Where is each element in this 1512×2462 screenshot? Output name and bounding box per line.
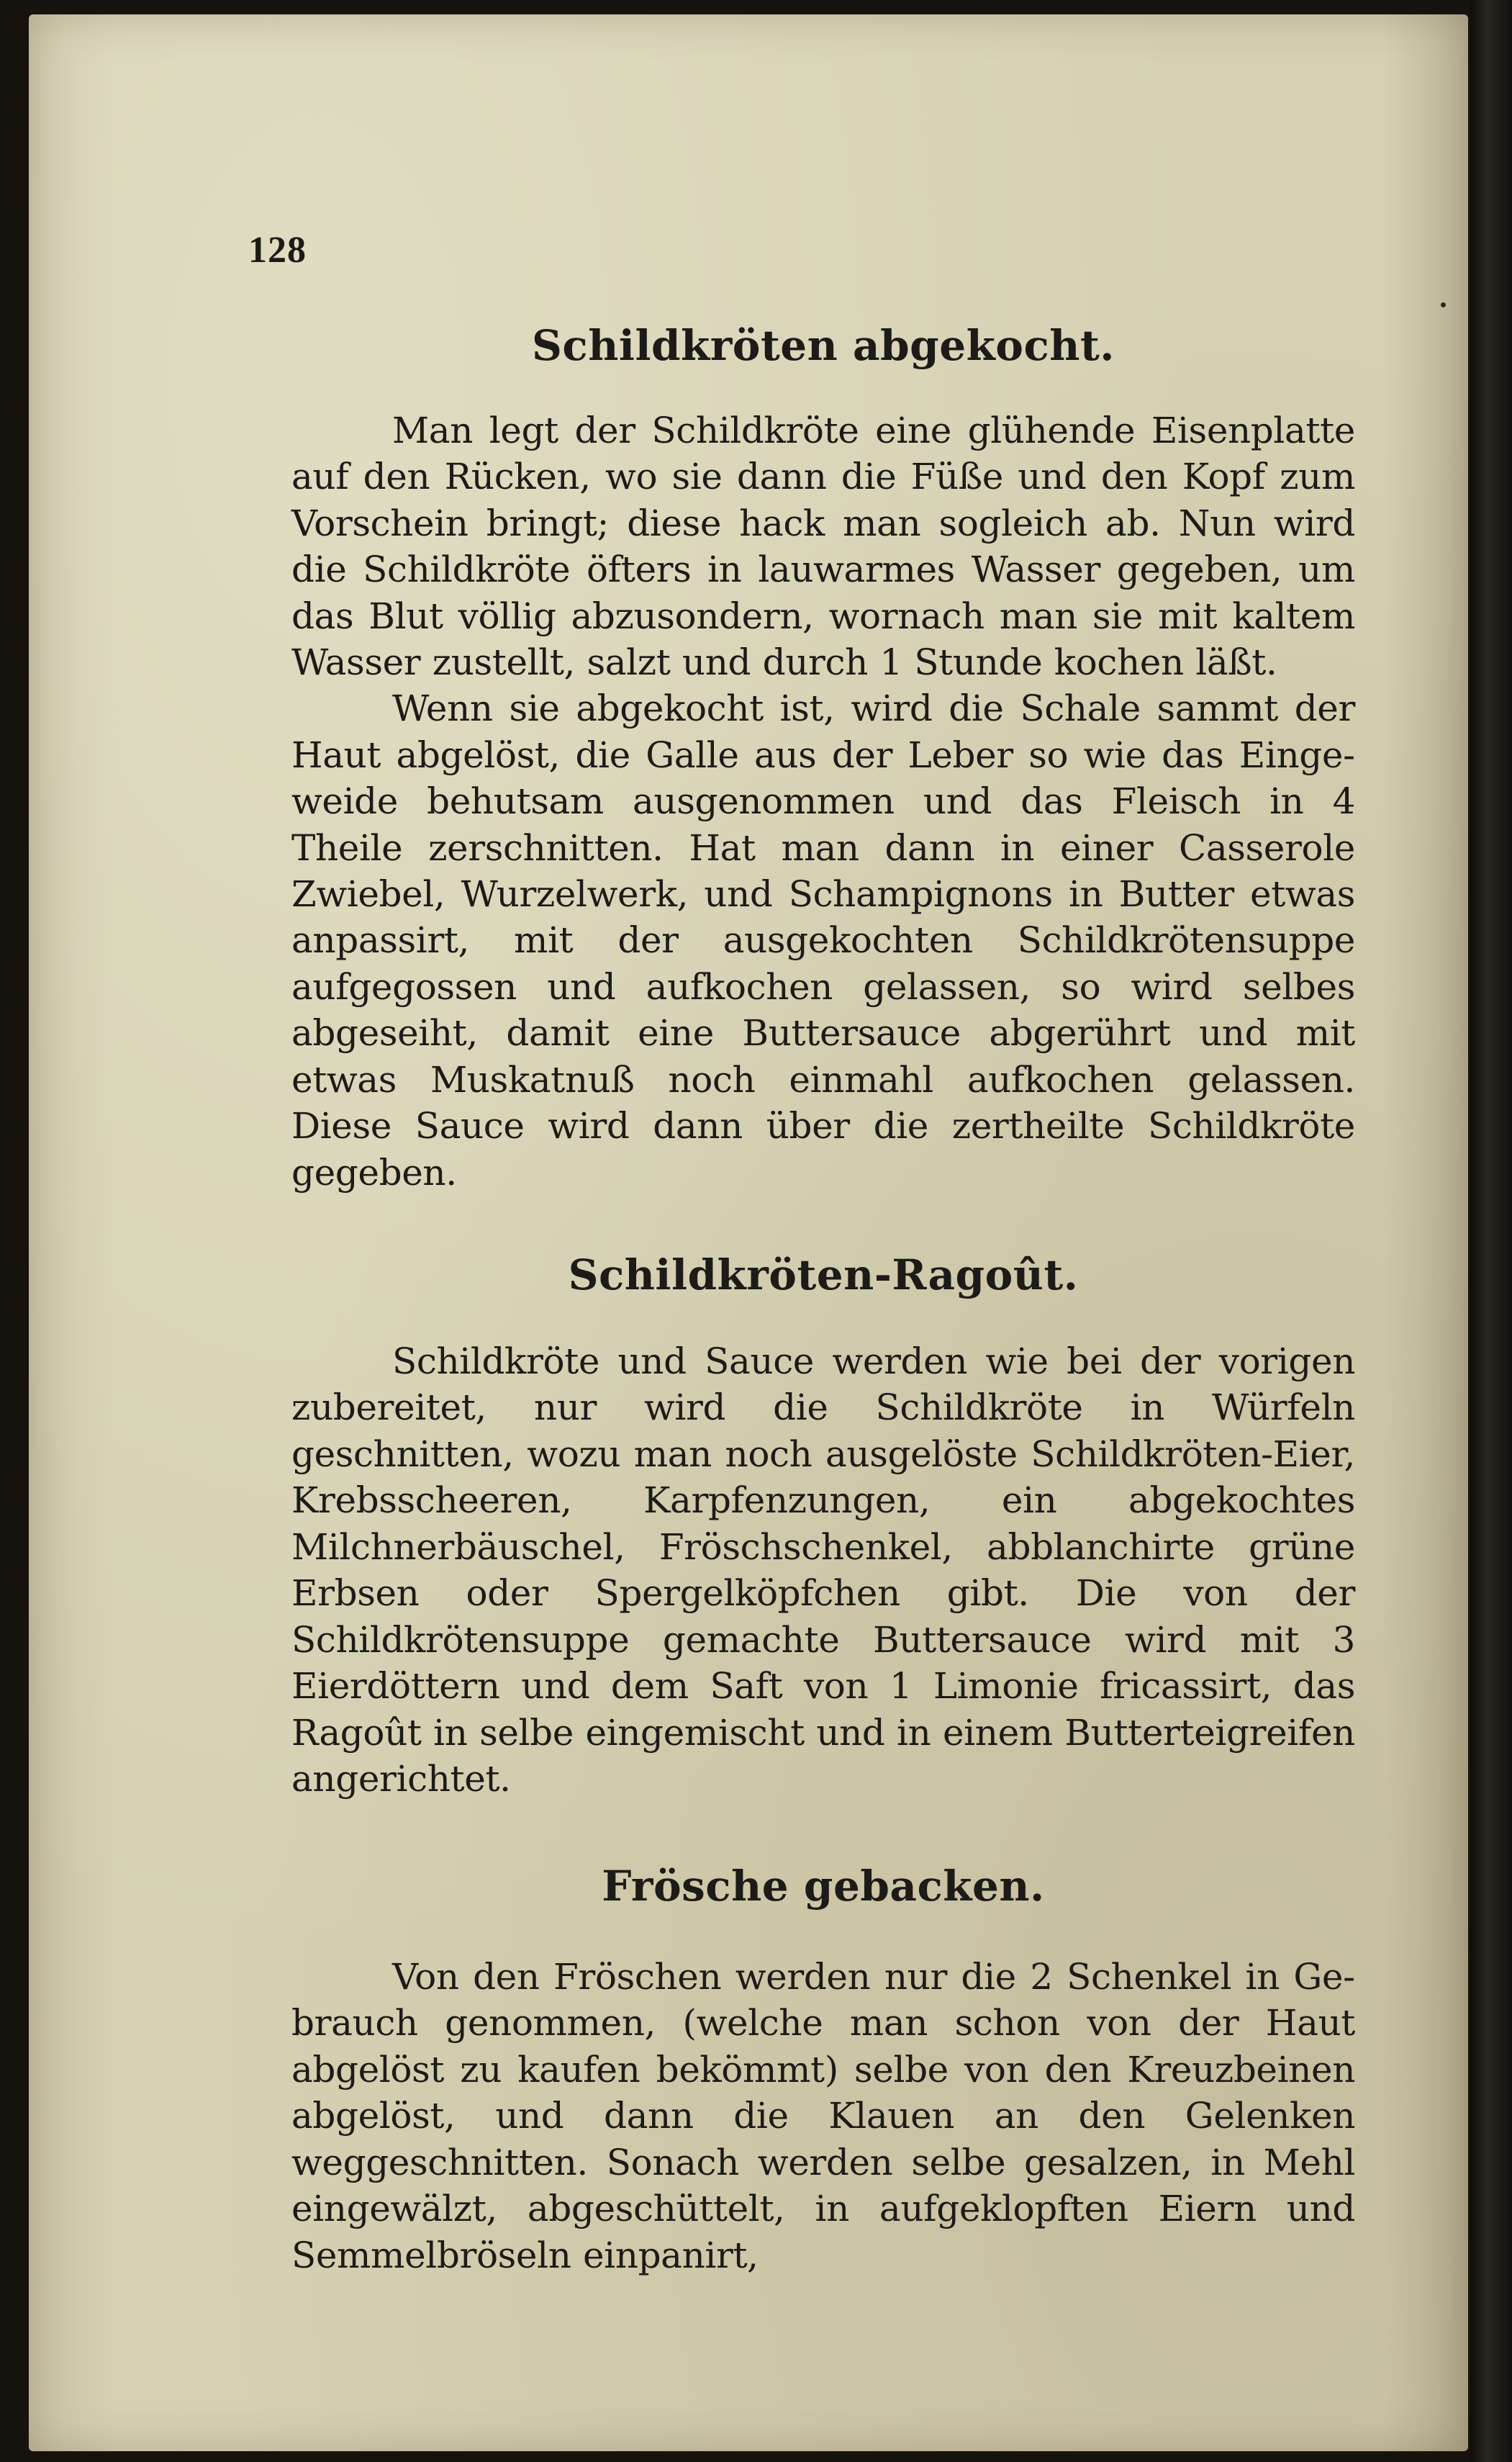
- binding-edge: [1470, 0, 1512, 2462]
- section-heading: Schildkröten-Ragoût.: [568, 1250, 1079, 1299]
- paragraph: Wenn sie abgekocht ist, wird die Schale sammt der Haut abgelöst, die Galle aus der Leber so wie das Eingeweide behutsam ausgenommen und das Fleisch in 4 Theile zerschnitten. Hat man dann in einer Casserole Zwiebel, Wurzelwerk, und Schampignons in Butter etwas anpassirt, mit der ausgekochten Schildkrötensuppe aufgegossen und aufkochen gelassen, so wird selbes abgeseiht, damit eine Buttersauce abgerührt und mit etwas Muskatnuß noch einmahl aufkochen gelassen. Diese Sauce wird dann über die zertheilte Schildkröte gegeben.: [291, 687, 1355, 1194]
- paragraph: Man legt der Schildkröte eine glühende Eisenplatte auf den Rücken, wo sie dann die Füße und den Kopf zum Vorschein bringt; diese hack man sogleich ab. Nun wird die Schildkröte öfters in lauwarmes Wasser gegeben, um das Blut völlig abzusondern, wornach man sie mit kaltem Wasser zustellt, salzt und durch 1 Stunde kochen läßt.: [291, 410, 1355, 684]
- paragraph: Schildkröte und Sauce werden wie bei der vorigen zubereitet, nur wird die Schildkröte in Würfeln geschnitten, wozu man noch ausgelöste Schildkröten-Eier, Krebsscheeren, Karpfenzungen, ein abgekochtes Milchnerbäuschel, Fröschschenkel, abblanchirte grüne Erbsen oder Spergelköpfchen gibt. Die von der Schildkrötensuppe gemachte Buttersauce wird mit 3 Eierdöttern und dem Saft von 1 Limonie fricassirt, das Ragoût in selbe eingemischt und in einem Butterteigreifen angerichtet.: [291, 1340, 1355, 1800]
- page-content: [291, 317, 1355, 2278]
- section-heading: Frösche gebacken.: [602, 1861, 1045, 1911]
- recipe-section: [291, 317, 1355, 1196]
- section-heading: Schildkröten abgekocht.: [532, 321, 1115, 370]
- ink-speck: [1441, 302, 1446, 307]
- page-number: 128: [248, 230, 307, 271]
- paragraph: Von den Fröschen werden nur die 2 Schenkel in Gebrauch genommen, (welche man schon von der Haut abgelöst zu kaufen bekömmt) selbe von den Kreuzbeinen abgelöst, und dann die Klauen an den Gelenken weggeschnitten. Sonach werden selbe gesalzen, in Mehl eingewälzt, abgeschüttelt, in aufgeklopften Eiern und Semmelbröseln einpanirt,: [291, 1955, 1355, 2276]
- recipe-section: [291, 1246, 1355, 1803]
- recipe-section: [291, 1857, 1355, 2279]
